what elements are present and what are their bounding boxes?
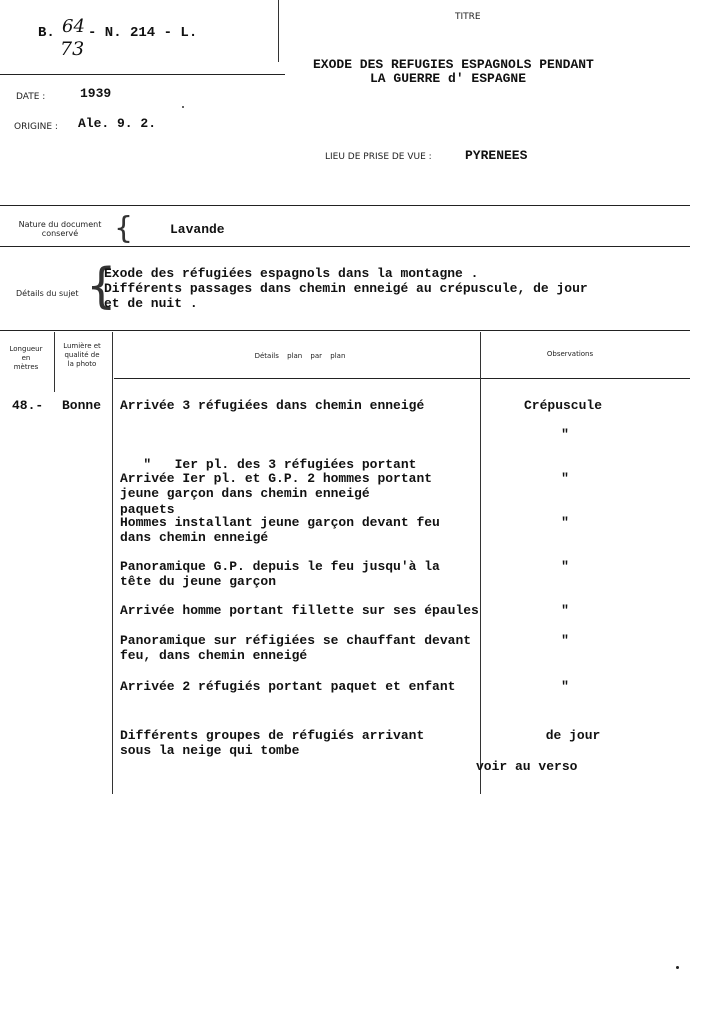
ref-number: - N. 214 - L.	[88, 25, 198, 41]
shot-line: Arrivée Ier pl. et G.P. 2 hommes portant	[120, 471, 433, 486]
shot-line: Arrivée homme portant fillette sur ses épaules	[120, 603, 479, 618]
col-details-header: Détails plan par plan	[254, 352, 346, 360]
date-label: DATE :	[16, 92, 46, 102]
lumiere-value: Bonne	[62, 398, 102, 413]
origine-label: ORIGINE :	[14, 122, 58, 132]
shot-line: " Ier pl. des 3 réfugiées portant	[120, 457, 417, 472]
ref-handwritten-top: 64	[62, 16, 85, 37]
shot-line: paquets	[120, 502, 175, 517]
details-sujet-line: Différents passages dans chemin enneigé au crépuscule, de jour	[104, 281, 588, 296]
shot-3	[120, 471, 432, 501]
details-bracket: {	[86, 258, 117, 314]
shot-line: Panoramique G.P. depuis le feu jusqu'à la	[120, 559, 440, 574]
shot-line: Arrivée 2 réfugiés portant paquet et enfant	[120, 679, 456, 694]
title-line-2: LA GUERRE d' ESPAGNE	[370, 71, 527, 86]
shot-9	[120, 728, 424, 758]
shot-9-observation: de jour	[545, 728, 601, 743]
footer-note: voir au verso	[476, 759, 578, 774]
shot-7-observation: "	[561, 633, 569, 648]
origine-value: Ale. 9. 2.	[78, 116, 157, 131]
shot-4-observation: "	[561, 515, 569, 530]
ref-prefix: B.	[38, 25, 55, 41]
shot-line: Différents groupes de réfugiés arrivant	[120, 728, 425, 743]
col-divider-3	[480, 332, 481, 794]
shot-8	[120, 679, 455, 694]
shot-8-observation: "	[561, 679, 569, 694]
scan-speck	[182, 106, 184, 108]
col-divider-2	[112, 332, 113, 794]
col-lumiere-line: la photo	[67, 360, 97, 368]
details-sujet-line: Exode des réfugiées espagnols dans la montagne .	[104, 266, 479, 281]
ref-handwritten-bottom: 73	[60, 38, 85, 60]
shot-3-observation: "	[561, 471, 569, 486]
shot-5	[120, 559, 440, 589]
table-top-rule	[0, 330, 690, 331]
section-rule-2	[0, 246, 690, 247]
ref-box-border	[278, 0, 279, 62]
shot-1-observation: Crépuscule	[523, 398, 602, 413]
header-bottom-rule	[114, 378, 690, 379]
shot-line: Panoramique sur réfigiées se chauffant devant	[120, 633, 472, 648]
col-longueur-line: Longueur	[9, 345, 43, 353]
shot-line: dans chemin enneigé	[120, 530, 269, 545]
shot-6-observation: "	[561, 603, 569, 618]
shot-line: tête du jeune garçon	[120, 574, 277, 589]
nature-value: Lavande	[170, 222, 225, 237]
nature-bracket: {	[114, 211, 134, 246]
shot-line: jeune garçon dans chemin enneigé	[120, 486, 370, 501]
nature-label	[14, 220, 106, 238]
col-lumiere-line: qualité de	[64, 351, 100, 359]
shot-7	[120, 633, 471, 663]
titre-label: TITRE	[455, 12, 481, 22]
nature-label-line-2: conservé	[41, 229, 79, 238]
shot-line: feu, dans chemin enneigé	[120, 648, 308, 663]
details-sujet-text	[104, 266, 588, 311]
shot-line: Arrivée 3 réfugiées dans chemin enneigé	[120, 398, 425, 413]
shot-4	[120, 515, 440, 545]
shot-6	[120, 603, 479, 618]
col-lumiere-line: Lumière et	[63, 342, 101, 350]
shot-line: sous la neige qui tombe	[120, 743, 300, 758]
col-divider-1	[54, 332, 55, 392]
scan-speck	[676, 966, 679, 969]
lieu-label: LIEU DE PRISE DE VUE :	[325, 152, 432, 162]
col-longueur-line: mètres	[13, 363, 39, 371]
nature-label-line-1: Nature du document	[18, 220, 102, 229]
shot-2-observation: "	[561, 427, 569, 442]
lieu-value: PYRENEES	[465, 148, 528, 163]
title-line-1: EXODE DES REFUGIES ESPAGNOLS PENDANT	[313, 57, 594, 72]
header-rule-1	[0, 74, 285, 75]
shot-5-observation: "	[561, 559, 569, 574]
shot-1	[120, 398, 424, 413]
col-observations-header: Observations	[546, 350, 594, 358]
section-rule-1	[0, 205, 690, 206]
details-sujet-line: et de nuit .	[104, 296, 198, 311]
shot-line: Hommes installant jeune garçon devant feu	[120, 515, 440, 530]
col-longueur-header	[2, 345, 50, 372]
col-longueur-line: en	[21, 354, 31, 362]
date-value: 1939	[80, 86, 112, 101]
longueur-value: 48.-	[12, 398, 44, 413]
details-sujet-label: Détails du sujet	[16, 289, 79, 298]
col-lumiere-header	[56, 342, 108, 369]
